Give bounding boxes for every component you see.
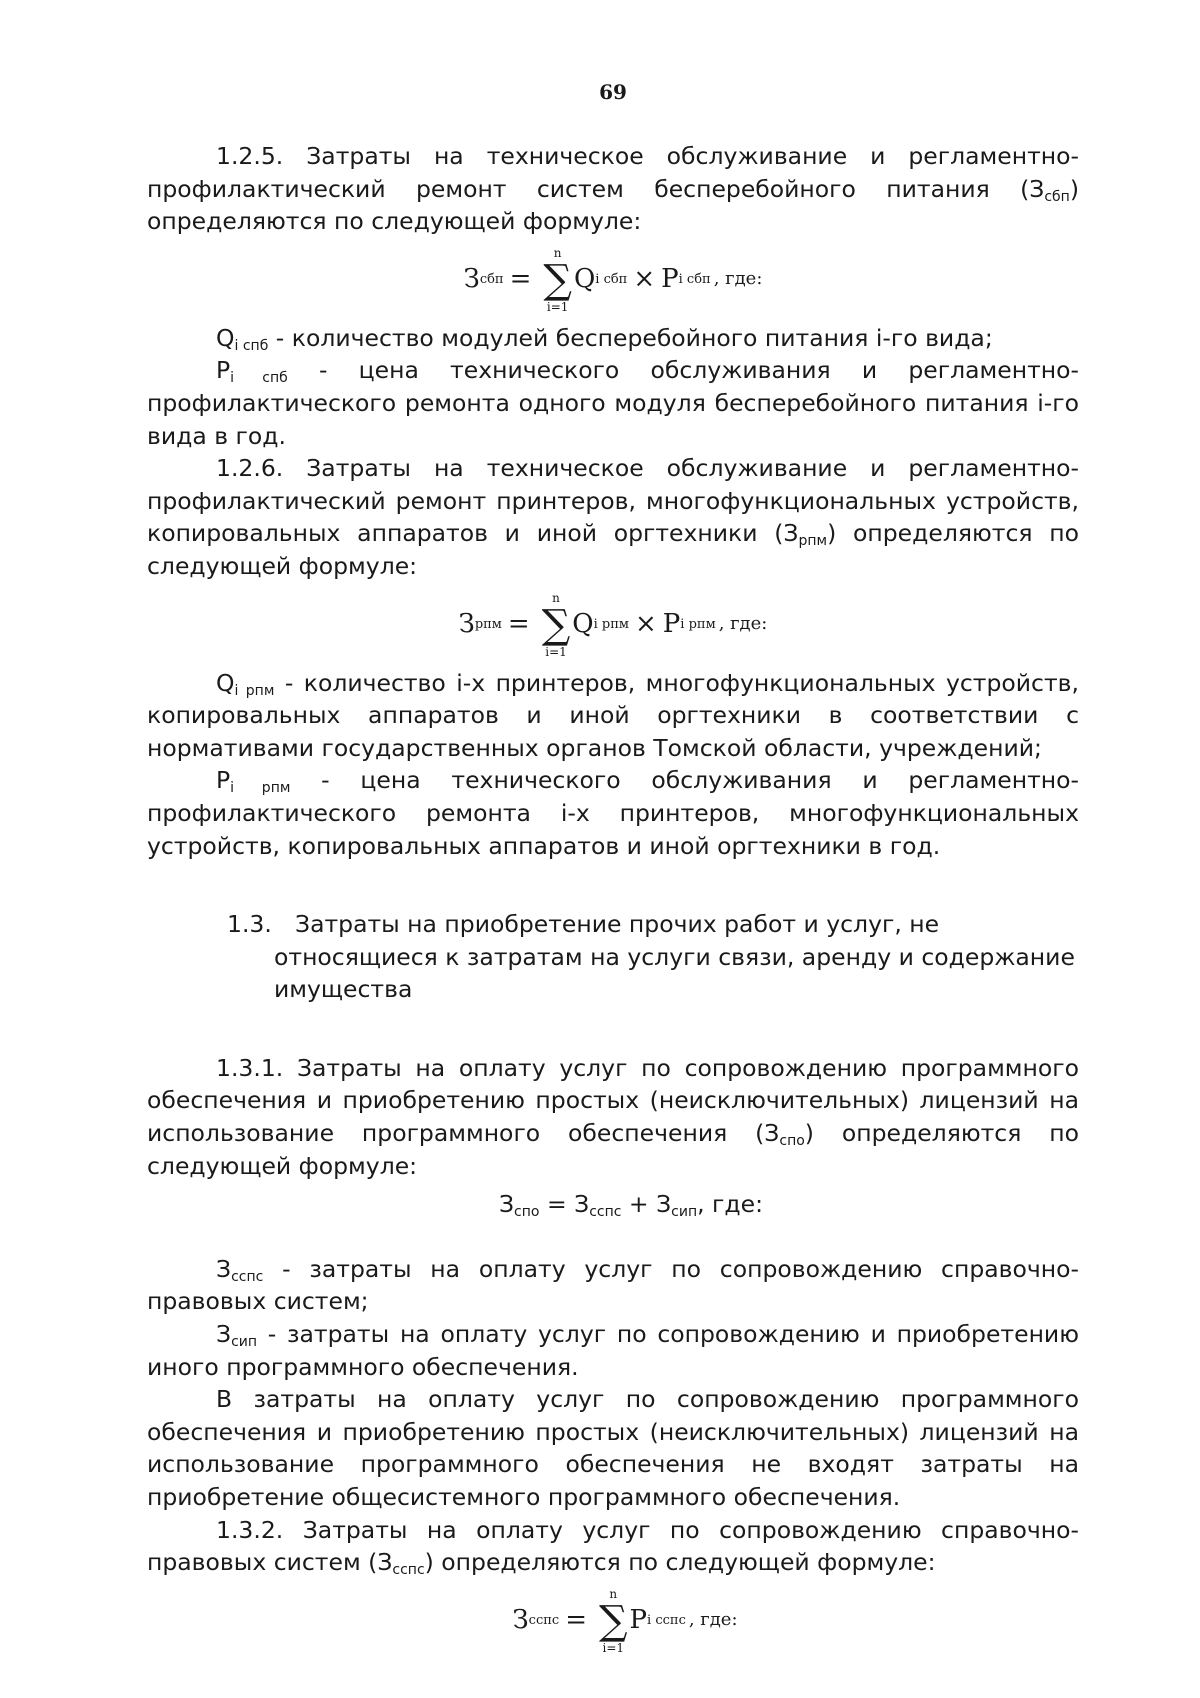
text: 1.2.5. Затраты на техническое обслуживание и регламентно-профилактический ремонт систем бесперебойного питания (З xyxy=(147,142,1079,203)
text: ) определяются по следующей формуле: xyxy=(424,1548,936,1577)
formula-subscript: спо xyxy=(514,1204,540,1221)
page-number: 69 xyxy=(599,80,627,104)
formula-where: , где: xyxy=(697,1190,764,1219)
times-sign: × xyxy=(635,609,657,640)
equals-sign: = xyxy=(565,1605,587,1636)
text: ) определяются по следующей формуле: xyxy=(147,1119,1079,1180)
sum-lower-limit: i=1 xyxy=(545,644,567,659)
formula-symbol: З xyxy=(458,609,475,640)
paragraph-1-3-2 xyxy=(147,1514,1079,1579)
text: - количество модулей бесперебойного питания i-го вида; xyxy=(268,323,993,352)
sigma-icon: ∑ xyxy=(543,256,572,303)
formula-zsspc: З сспс = n ∑ i=1 P i сспс , где: xyxy=(512,1586,738,1655)
formula-symbol: З xyxy=(512,1605,529,1636)
subscript: i рпм xyxy=(234,682,275,699)
section-title: Затраты на приобретение прочих работ и услуг, не относящиеся к затратам на услуги связи, аренду и содержание имущества xyxy=(274,910,1075,1004)
equals-sign: = xyxy=(507,609,530,640)
section-number: 1.3. xyxy=(227,910,272,939)
equals-sign: = xyxy=(539,1190,575,1219)
text: ) определяются по следующей формуле: xyxy=(147,174,1079,236)
sigma-icon: ∑ xyxy=(598,1597,628,1644)
sigma-icon: ∑ xyxy=(541,601,571,648)
formula-zspo xyxy=(147,1188,1079,1221)
subscript: сип xyxy=(231,1334,258,1351)
formula-symbol: З xyxy=(656,1190,672,1219)
sum-lower-limit: i=1 xyxy=(602,1640,625,1655)
symbol: Q xyxy=(216,668,235,697)
symbol: З xyxy=(216,1254,232,1283)
plus-sign: + xyxy=(621,1190,657,1219)
formula-symbol: З xyxy=(574,1190,590,1219)
formula-symbol: Q xyxy=(572,609,594,640)
subscript: сспс xyxy=(392,1562,425,1579)
formula-symbol: З xyxy=(463,264,480,295)
equals-sign: = xyxy=(509,264,532,295)
text: - количество i-х принтеров, многофункциональных устройств, копировальных аппаратов и иной оргтехники в соответствии с нормативами государственных органов Томской области, учреждений; xyxy=(147,668,1079,762)
definition-z-csps xyxy=(147,1253,1079,1318)
formula-subscript: сспс xyxy=(589,1204,622,1221)
note-paragraph: В затраты на оплату услуг по сопровождению программного обеспечения и приобретению простых (неисключительных) лицензий на использование программного обеспечения не входят затраты на приобретение общесистемного программного обеспечения. xyxy=(147,1385,1079,1511)
text: 1.3.1. Затраты на оплату услуг по сопровождению программного обеспечения и приобретению простых (неисключительных) лицензий на использование программного обеспечения (З xyxy=(147,1053,1079,1148)
text: 1.3.2. Затраты на оплату услуг по сопровождению справочно-правовых систем (З xyxy=(147,1515,1079,1577)
formula-where: , где: xyxy=(713,268,763,290)
sum-upper-limit: n xyxy=(553,245,562,260)
formula-symbol: P xyxy=(629,1605,648,1636)
symbol: P xyxy=(216,766,231,795)
symbol: З xyxy=(216,1320,232,1349)
formula-where: , где: xyxy=(688,1609,738,1631)
subscript: рпм xyxy=(798,533,828,550)
text: 1.2.6. Затраты на техническое обслуживание и регламентно-профилактический ремонт принтеров, многофункциональных устройств, копировальных аппаратов и иной оргтехники (З xyxy=(147,454,1079,548)
subscript: i спб xyxy=(234,337,269,354)
definition-p-spb xyxy=(147,354,1079,452)
definition-q-spb xyxy=(147,322,1079,355)
formula-symbol: P xyxy=(662,609,681,640)
subscript: i спб xyxy=(230,370,288,387)
formula-subscript: сип xyxy=(671,1204,698,1221)
paragraph-1-2-6 xyxy=(147,452,1079,582)
definition-q-rpm xyxy=(147,667,1079,765)
formula-zsbp: З сбп = n ∑ i=1 Q i сбп × P i сбп , где: xyxy=(463,245,763,314)
formula-symbol: P xyxy=(661,264,679,295)
text: - цена технического обслуживания и регламентно-профилактического ремонта одного модуля бесперебойного питания i-го вида в год. xyxy=(147,356,1079,450)
times-sign: × xyxy=(633,264,656,295)
formula-where: , где: xyxy=(718,613,768,635)
paragraph-1-3-1 xyxy=(147,1052,1079,1182)
sum-operator xyxy=(543,246,572,314)
symbol: Q xyxy=(216,323,235,352)
sum-upper-limit: n xyxy=(552,590,560,605)
text: - затраты на оплату услуг по сопровождению справочно-правовых систем; xyxy=(147,1254,1079,1316)
text: ) определяются по следующей формуле: xyxy=(147,519,1079,580)
paragraph-1-2-5 xyxy=(147,140,1079,238)
text: - цена технического обслуживания и регламентно-профилактического ремонта i-х принтеров, многофункциональных устройств, копировальных аппаратов и иной оргтехники в год. xyxy=(147,766,1079,860)
definition-p-rpm xyxy=(147,764,1079,862)
sum-operator xyxy=(599,1587,628,1655)
subscript: спо xyxy=(779,1133,805,1150)
sum-lower-limit: i=1 xyxy=(546,299,569,314)
section-heading-1-3 xyxy=(194,908,1079,1006)
sum-operator xyxy=(542,591,571,659)
formula-symbol: Q xyxy=(573,264,596,295)
formula-zrpm: З рпм = n ∑ i=1 Q i рпм × P i рпм , где: xyxy=(458,590,768,659)
definition-z-sip xyxy=(147,1318,1079,1383)
formula-symbol: З xyxy=(498,1190,515,1219)
subscript: i рпм xyxy=(230,780,291,797)
symbol: P xyxy=(216,356,231,385)
sum-upper-limit: n xyxy=(609,1586,618,1601)
subscript: сбп xyxy=(1044,188,1070,205)
text: - затраты на оплату услуг по сопровождению и приобретению иного программного обеспечения. xyxy=(147,1320,1079,1381)
subscript: сспс xyxy=(231,1268,264,1285)
